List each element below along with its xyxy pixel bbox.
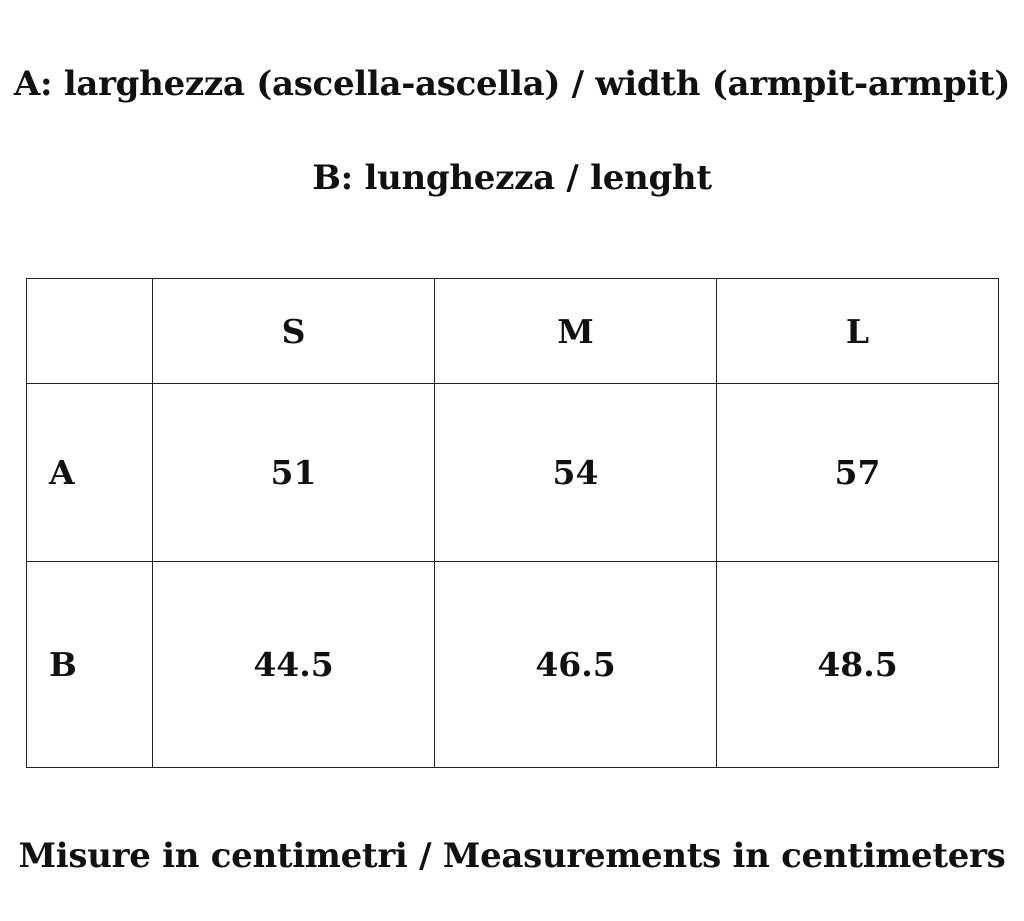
table-header-row [27,279,999,384]
cell-b-m: 46.5 [435,562,717,768]
row-label-b: B [27,562,153,768]
header-corner-cell [27,279,153,384]
cell-a-m: 54 [435,384,717,562]
measurement-unit-note: Misure in centimetri / Measurements in centimeters [18,836,1006,876]
header-size-m: M [435,279,717,384]
cell-b-s: 44.5 [153,562,435,768]
size-chart-table [26,278,999,768]
cell-a-l: 57 [717,384,999,562]
cell-a-s: 51 [153,384,435,562]
header-size-s: S [153,279,435,384]
row-label-a: A [27,384,153,562]
legend-a-width: A: larghezza (ascella-ascella) / width (armpit-armpit) [13,64,1011,104]
cell-b-l: 48.5 [717,562,999,768]
table-row-a [27,384,999,562]
table-row-b [27,562,999,768]
legend-b-length: B: lunghezza / lenght [312,158,712,198]
header-size-l: L [717,279,999,384]
